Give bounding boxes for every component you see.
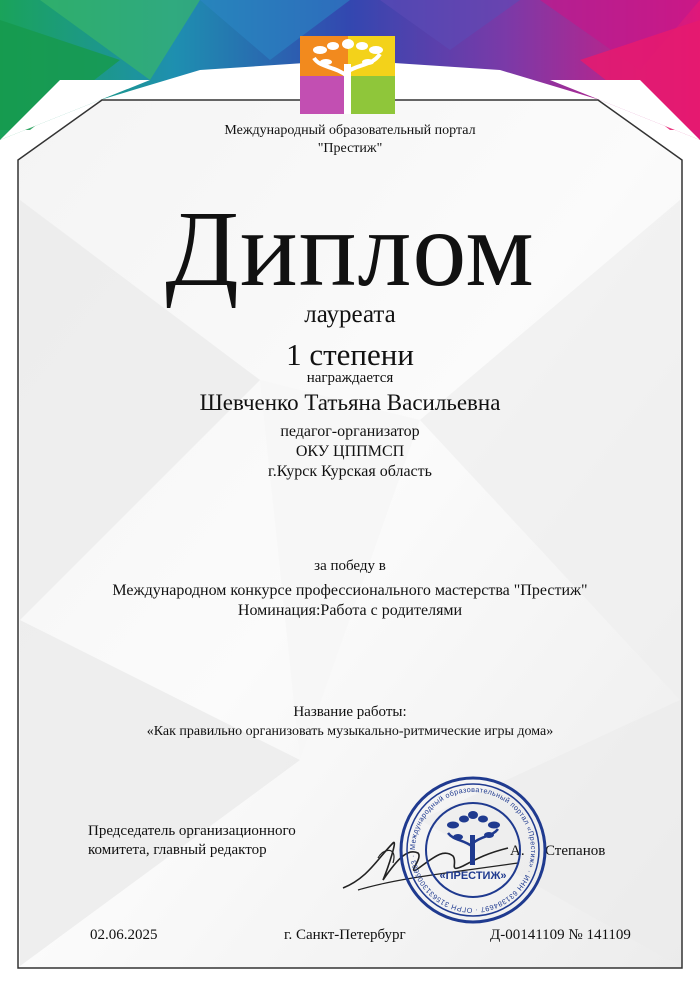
chairman-role xyxy=(88,822,296,860)
contest-name: Международном конкурсе профессионального мастерства "Престиж" xyxy=(112,582,588,599)
official-stamp xyxy=(398,775,548,925)
recipient-name: Шевченко Татьяна Васильевна xyxy=(199,390,501,415)
issue-place: г. Санкт-Петербург xyxy=(284,927,406,943)
diploma-title: Диплом xyxy=(165,190,535,309)
stamp-ring-text: Международный образовательный портал «Престиж» · ИНН 631384697 · ОГРН 3156313006603 · xyxy=(407,784,539,916)
for-victory-label: за победу в xyxy=(314,558,386,574)
chairman-role-line1: Председатель организационного xyxy=(88,823,296,839)
portal-line2: "Престиж" xyxy=(317,141,383,156)
tree-icon xyxy=(447,811,500,865)
stamp-center-text: «ПРЕСТИЖ» xyxy=(439,870,507,882)
recipient-city: г.Курск Курская область xyxy=(268,463,432,480)
tree-logo-icon xyxy=(300,36,395,114)
degree-label: 1 степени xyxy=(286,337,414,372)
signer-surname: Степанов xyxy=(545,843,606,859)
signer-initials: А. xyxy=(510,843,525,859)
work-label: Название работы: xyxy=(293,704,407,720)
diploma-number: Д-00141109 № 141109 xyxy=(490,927,631,943)
work-title: «Как правильно организовать музыкально-ритмические игры дома» xyxy=(146,724,554,739)
portal-line1: Международный образовательный портал xyxy=(224,123,476,138)
chairman-role-line2: комитета, главный редактор xyxy=(88,842,267,858)
issue-date: 02.06.2025 xyxy=(90,927,158,943)
recipient-position: педагог-организатор xyxy=(280,423,420,440)
portal-name xyxy=(0,122,700,158)
nomination: Номинация:Работа с родителями xyxy=(237,602,463,619)
laureate-label: лауреата xyxy=(304,301,396,328)
awarded-label: награждается xyxy=(306,370,394,386)
recipient-organization: ОКУ ЦППМСП xyxy=(295,443,405,460)
